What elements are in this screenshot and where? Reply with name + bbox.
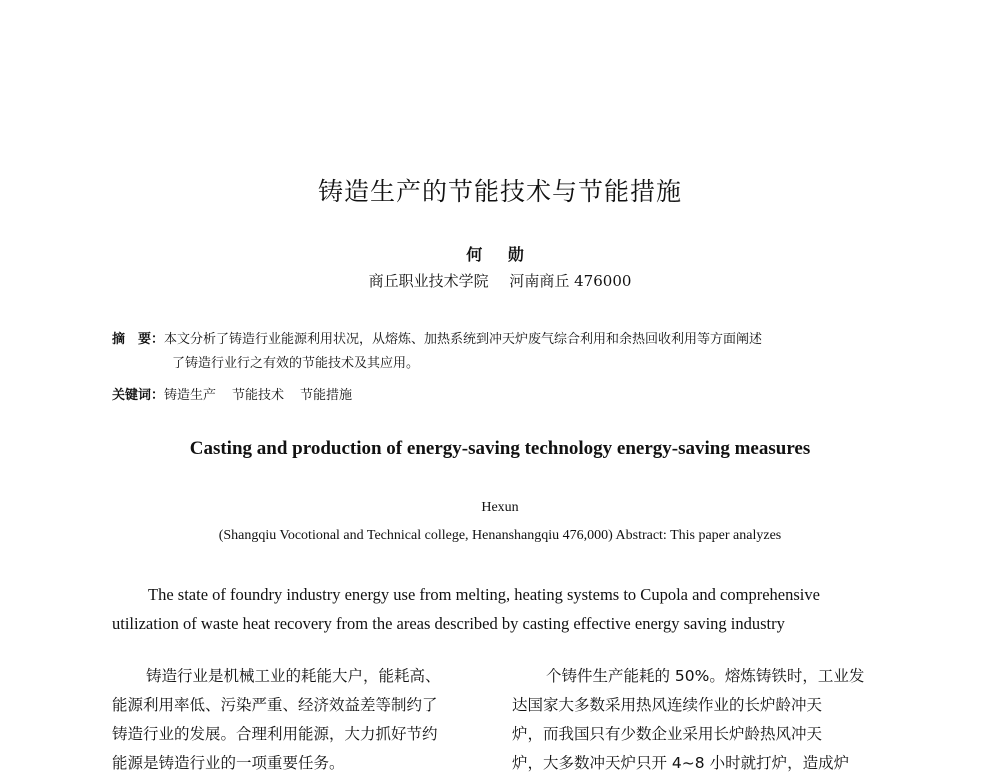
abstract-label: 摘 要：	[112, 332, 165, 347]
body-column-right	[512, 662, 884, 772]
chinese-abstract	[112, 328, 892, 376]
body-column-left	[112, 662, 484, 772]
english-affiliation: (Shangqiu Vocotional and Technical college, Henanshangqiu 476,000) Abstract: This paper analyzes	[218, 528, 782, 543]
affiliation-institution: 商丘职业技术学院	[368, 272, 489, 290]
affiliation	[0, 270, 1000, 291]
abstract-text-line-1: 本文分析了铸造行业能源利用状况，从熔炼、加热系统到冲天炉废气综合利用和余热回收利用等方面阐述	[164, 332, 763, 347]
paper-title: 铸造生产的节能技术与节能措施	[317, 177, 682, 206]
affiliation-location: 河南商丘 476000	[509, 272, 632, 290]
keywords-label: 关键词：	[112, 388, 165, 403]
author-name: 何 勋	[466, 245, 534, 264]
keyword-item: 节能技术	[232, 388, 285, 403]
english-abstract-line-1: The state of foundry industry energy use from melting, heating systems to Cupola and comprehensive	[148, 585, 820, 604]
abstract-text-line-2: 了铸造行业行之有效的节能技术及其应用。	[172, 356, 420, 371]
keyword-item: 节能措施	[300, 388, 353, 403]
body-line: 炉，大多数冲天炉只开 4~8 小时就打炉，造成炉	[512, 754, 850, 772]
body-line: 能源是铸造行业的一项重要任务。	[112, 754, 345, 772]
body-line: 达国家大多数采用热风连续作业的长炉龄冲天	[512, 696, 823, 714]
chinese-keywords	[112, 384, 892, 403]
body-line: 铸造行业是机械工业的耗能大户，能耗高、	[146, 667, 441, 685]
body-line: 能源利用率低、污染严重、经济效益差等制约了	[112, 696, 438, 714]
english-author: Hexun	[481, 500, 519, 515]
body-line: 铸造行业的发展。合理利用能源，大力抓好节约	[112, 725, 438, 743]
keyword-item: 铸造生产	[164, 388, 217, 403]
body-line: 炉，而我国只有少数企业采用长炉龄热风冲天	[512, 725, 823, 743]
english-abstract	[112, 580, 892, 638]
body-line: 个铸件生产能耗的 50%。熔炼铸铁时，工业发	[546, 667, 865, 685]
english-abstract-line-2: utilization of waste heat recovery from the areas described by casting effective energy saving industry	[112, 614, 785, 633]
english-title: Casting and production of energy-saving technology energy-saving measures	[189, 438, 811, 459]
